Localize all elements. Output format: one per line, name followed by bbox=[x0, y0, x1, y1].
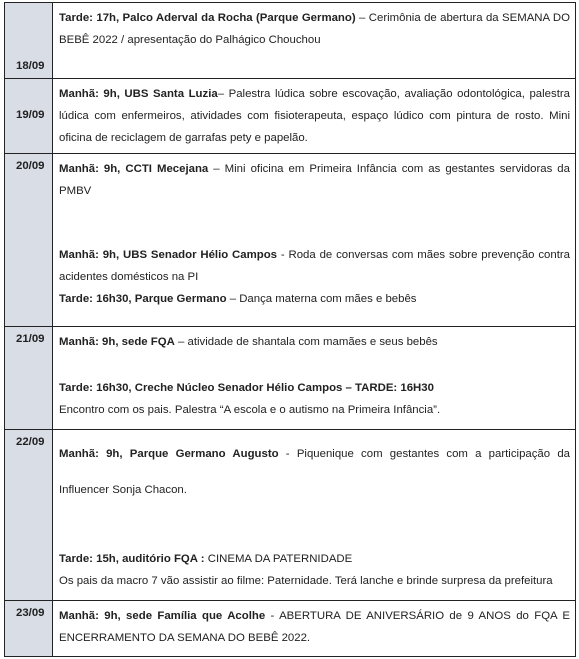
event-text: Encontro com os pais. Palestra “A escola e o autismo na Primeira Infância”. bbox=[59, 403, 441, 416]
description-cell bbox=[53, 429, 576, 600]
date-label: 19/09 bbox=[16, 109, 45, 122]
description-cell bbox=[53, 600, 576, 656]
date-cell bbox=[5, 326, 53, 429]
event-text: – Dança materna com mães e bebês bbox=[226, 292, 417, 305]
event-text: CINEMA DA PATERNIDADE bbox=[204, 552, 353, 565]
event-text: – Palestra lúdica sobre escovação, avaliação odontológica, palestra lúdica com enfermeiros, atividades com fisioterapeuta, espaço lúdico com pintura de rosto. Mini oficina de reciclagem de garrafas pety e papelão. bbox=[59, 88, 570, 145]
date-label: 21/09 bbox=[16, 332, 45, 345]
date-cell bbox=[5, 79, 53, 153]
schedule-table bbox=[4, 2, 576, 657]
description-cell bbox=[53, 79, 576, 153]
date-label: 20/09 bbox=[16, 159, 45, 172]
event-text: - Roda de conversas com mães sobre prevenção contra acidentes domésticos na PI bbox=[59, 248, 570, 283]
date-label: 22/09 bbox=[16, 435, 45, 448]
date-label: 23/09 bbox=[16, 606, 45, 619]
table-row bbox=[5, 79, 576, 153]
event-text: – Cerimônia de abertura da SEMANA DO BEBÊ 2022 / apresentação do Palhágico Chouchou bbox=[59, 12, 570, 46]
date-cell bbox=[5, 153, 53, 326]
event-lead: Manhã: 9h, UBS Santa Luzia bbox=[59, 88, 218, 101]
event-lead: Tarde: 15h, auditório FQA : bbox=[59, 552, 205, 565]
event-lead: Tarde: 16h30, Parque Germano bbox=[59, 292, 227, 305]
event-text: - Piquenique com gestantes com a participação da Influencer Sonja Chacon. bbox=[59, 447, 570, 496]
event-text: Os pais da macro 7 vão assistir ao filme: Paternidade. Terá lanche e brinde surpresa da prefeitura bbox=[59, 574, 553, 587]
event-text: – atividade de shantala com mamães e seus bebês bbox=[174, 335, 438, 348]
table-row bbox=[5, 326, 576, 429]
table-row bbox=[5, 429, 576, 600]
date-label: 18/09 bbox=[16, 60, 45, 73]
event-lead: Manhã: 9h, sede Família que Acolhe bbox=[59, 609, 266, 622]
date-cell bbox=[5, 3, 53, 79]
description-cell bbox=[53, 3, 576, 79]
event-lead: Manhã: 9h, UBS Senador Hélio Campos bbox=[59, 248, 277, 261]
event-lead: Tarde: 16h30, Creche Núcleo Senador Hélio Campos – TARDE: 16H30 bbox=[59, 381, 434, 394]
event-lead: Tarde: 17h, Palco Aderval da Rocha (Parque Germano) bbox=[59, 12, 356, 24]
date-cell bbox=[5, 600, 53, 656]
table-row bbox=[5, 3, 576, 79]
event-lead: Manhã: 9h, sede FQA bbox=[59, 335, 175, 348]
description-cell bbox=[53, 153, 576, 326]
table-row bbox=[5, 153, 576, 326]
date-cell bbox=[5, 429, 53, 600]
description-cell bbox=[53, 326, 576, 429]
event-text: - ABERTURA DE ANIVERSÁRIO de 9 ANOS do FQA E ENCERRAMENTO DA SEMANA DO BEBÊ 2022. bbox=[59, 609, 570, 644]
event-text: – Mini oficina em Primeira Infância com as gestantes servidoras da PMBV bbox=[59, 162, 570, 197]
event-lead: Manhã: 9h, CCTI Mecejana bbox=[59, 162, 209, 175]
table-row bbox=[5, 600, 576, 656]
event-lead: Manhã: 9h, Parque Germano Augusto bbox=[59, 447, 279, 460]
